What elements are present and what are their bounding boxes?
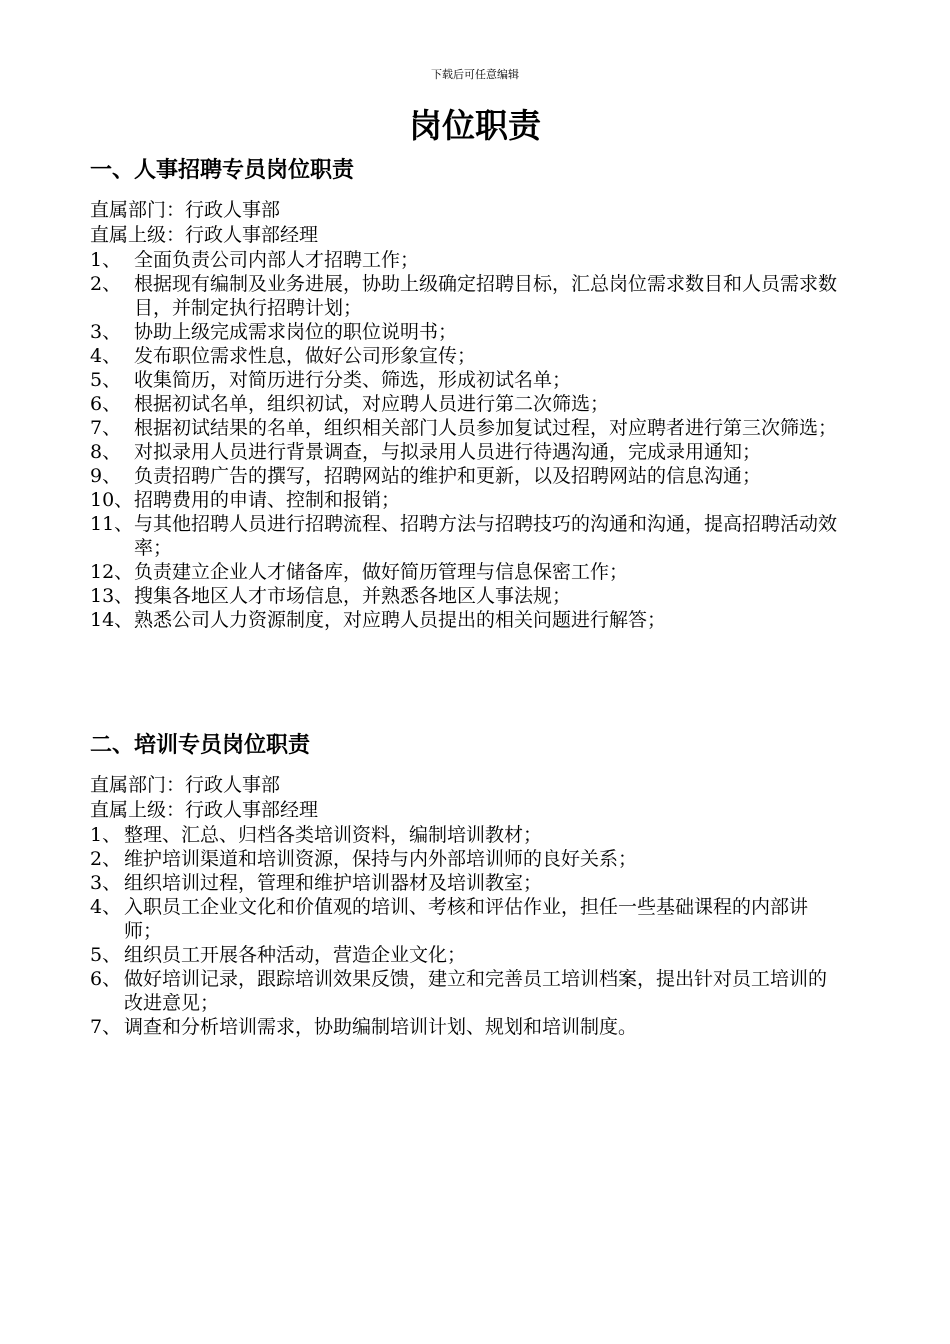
header-note: 下载后可任意编辑 <box>431 68 519 81</box>
department-line: 直属部门：行政人事部 <box>90 774 281 796</box>
item-text: 与其他招聘人员进行招聘流程、招聘方法与招聘技巧的沟通和沟通，提高招聘活动效率； <box>134 513 838 559</box>
list-item <box>90 272 870 320</box>
item-number: 4、 <box>90 345 122 367</box>
list-item <box>90 368 870 392</box>
list-item <box>90 344 870 368</box>
section-recruitment <box>90 156 870 632</box>
item-text: 入职员工企业文化和价值观的培训、考核和评估作业，担任一些基础课程的内部讲师； <box>124 896 809 942</box>
list-item <box>90 488 870 512</box>
superior-line: 直属上级：行政人事部经理 <box>90 799 319 821</box>
item-number: 8、 <box>90 441 122 463</box>
item-number: 2、 <box>90 273 122 295</box>
section-heading: 一、人事招聘专员岗位职责 <box>90 158 355 183</box>
list-item <box>90 967 870 1015</box>
item-number: 10、 <box>90 489 134 511</box>
department-line: 直属部门：行政人事部 <box>90 199 281 221</box>
item-text: 调查和分析培训需求，协助编制培训计划、规划和培训制度。 <box>124 1016 638 1038</box>
item-number: 5、 <box>90 369 122 391</box>
item-text: 组织员工开展各种活动，营造企业文化； <box>124 944 467 966</box>
document-title: 岗位职责 <box>409 106 541 145</box>
item-text: 熟悉公司人力资源制度，对应聘人员提出的相关问题进行解答； <box>134 609 667 631</box>
item-number: 13、 <box>90 585 134 607</box>
item-number: 12、 <box>90 561 134 583</box>
item-number: 3、 <box>90 321 122 343</box>
item-text: 根据初试结果的名单，组织相关部门人员参加复试过程，对应聘者进行第三次筛选； <box>134 417 838 439</box>
list-item <box>90 464 870 488</box>
list-item <box>90 584 870 608</box>
item-text: 协助上级完成需求岗位的职位说明书； <box>134 321 458 343</box>
item-number: 1、 <box>90 249 122 271</box>
list-item <box>90 943 870 967</box>
item-text: 全面负责公司内部人才招聘工作； <box>134 249 420 271</box>
list-item <box>90 392 870 416</box>
item-number: 4、 <box>90 896 122 918</box>
item-text: 对拟录用人员进行背景调查，与拟录用人员进行待遇沟通，完成录用通知； <box>134 441 762 463</box>
item-text: 发布职位需求性息，做好公司形象宣传； <box>134 345 477 367</box>
item-text: 招聘费用的申请、控制和报销； <box>134 489 401 511</box>
list-item <box>90 248 870 272</box>
list-item <box>90 440 870 464</box>
list-item <box>90 895 870 943</box>
item-number: 9、 <box>90 465 122 487</box>
item-number: 1、 <box>90 824 122 846</box>
item-text: 负责建立企业人才储备库，做好简历管理与信息保密工作； <box>134 561 629 583</box>
item-text: 根据现有编制及业务进展，协助上级确定招聘目标，汇总岗位需求数目和人员需求数目，并制定执行招聘计划； <box>134 273 838 319</box>
item-text: 组织培训过程，管理和维护培训器材及培训教室； <box>124 872 543 894</box>
item-text: 做好培训记录，跟踪培训效果反馈，建立和完善员工培训档案，提出针对员工培训的改进意见； <box>124 968 828 1014</box>
list-item <box>90 416 870 440</box>
section-training <box>90 731 870 1039</box>
item-number: 7、 <box>90 417 122 439</box>
list-item <box>90 560 870 584</box>
list-item <box>90 320 870 344</box>
list-item <box>90 823 870 847</box>
section-heading: 二、培训专员岗位职责 <box>90 733 311 758</box>
item-number: 6、 <box>90 968 122 990</box>
superior-line: 直属上级：行政人事部经理 <box>90 224 319 246</box>
item-number: 6、 <box>90 393 122 415</box>
item-text: 根据初试名单，组织初试，对应聘人员进行第二次筛选； <box>134 393 610 415</box>
list-item <box>90 847 870 871</box>
list-item <box>90 871 870 895</box>
duty-list <box>90 823 870 1039</box>
item-text: 负责招聘广告的撰写，招聘网站的维护和更新，以及招聘网站的信息沟通； <box>134 465 762 487</box>
item-text: 维护培训渠道和培训资源，保持与内外部培训师的良好关系； <box>124 848 638 870</box>
list-item <box>90 1015 870 1039</box>
item-number: 3、 <box>90 872 122 894</box>
duty-list <box>90 248 870 632</box>
item-number: 2、 <box>90 848 122 870</box>
item-text: 收集简历，对简历进行分类、筛选，形成初试名单； <box>134 369 572 391</box>
item-text: 搜集各地区人才市场信息，并熟悉各地区人事法规； <box>134 585 572 607</box>
item-number: 5、 <box>90 944 122 966</box>
item-number: 7、 <box>90 1016 122 1038</box>
list-item <box>90 512 870 560</box>
item-text: 整理、汇总、归档各类培训资料，编制培训教材； <box>124 824 543 846</box>
item-number: 11、 <box>90 513 134 535</box>
list-item <box>90 608 870 632</box>
item-number: 14、 <box>90 609 134 631</box>
